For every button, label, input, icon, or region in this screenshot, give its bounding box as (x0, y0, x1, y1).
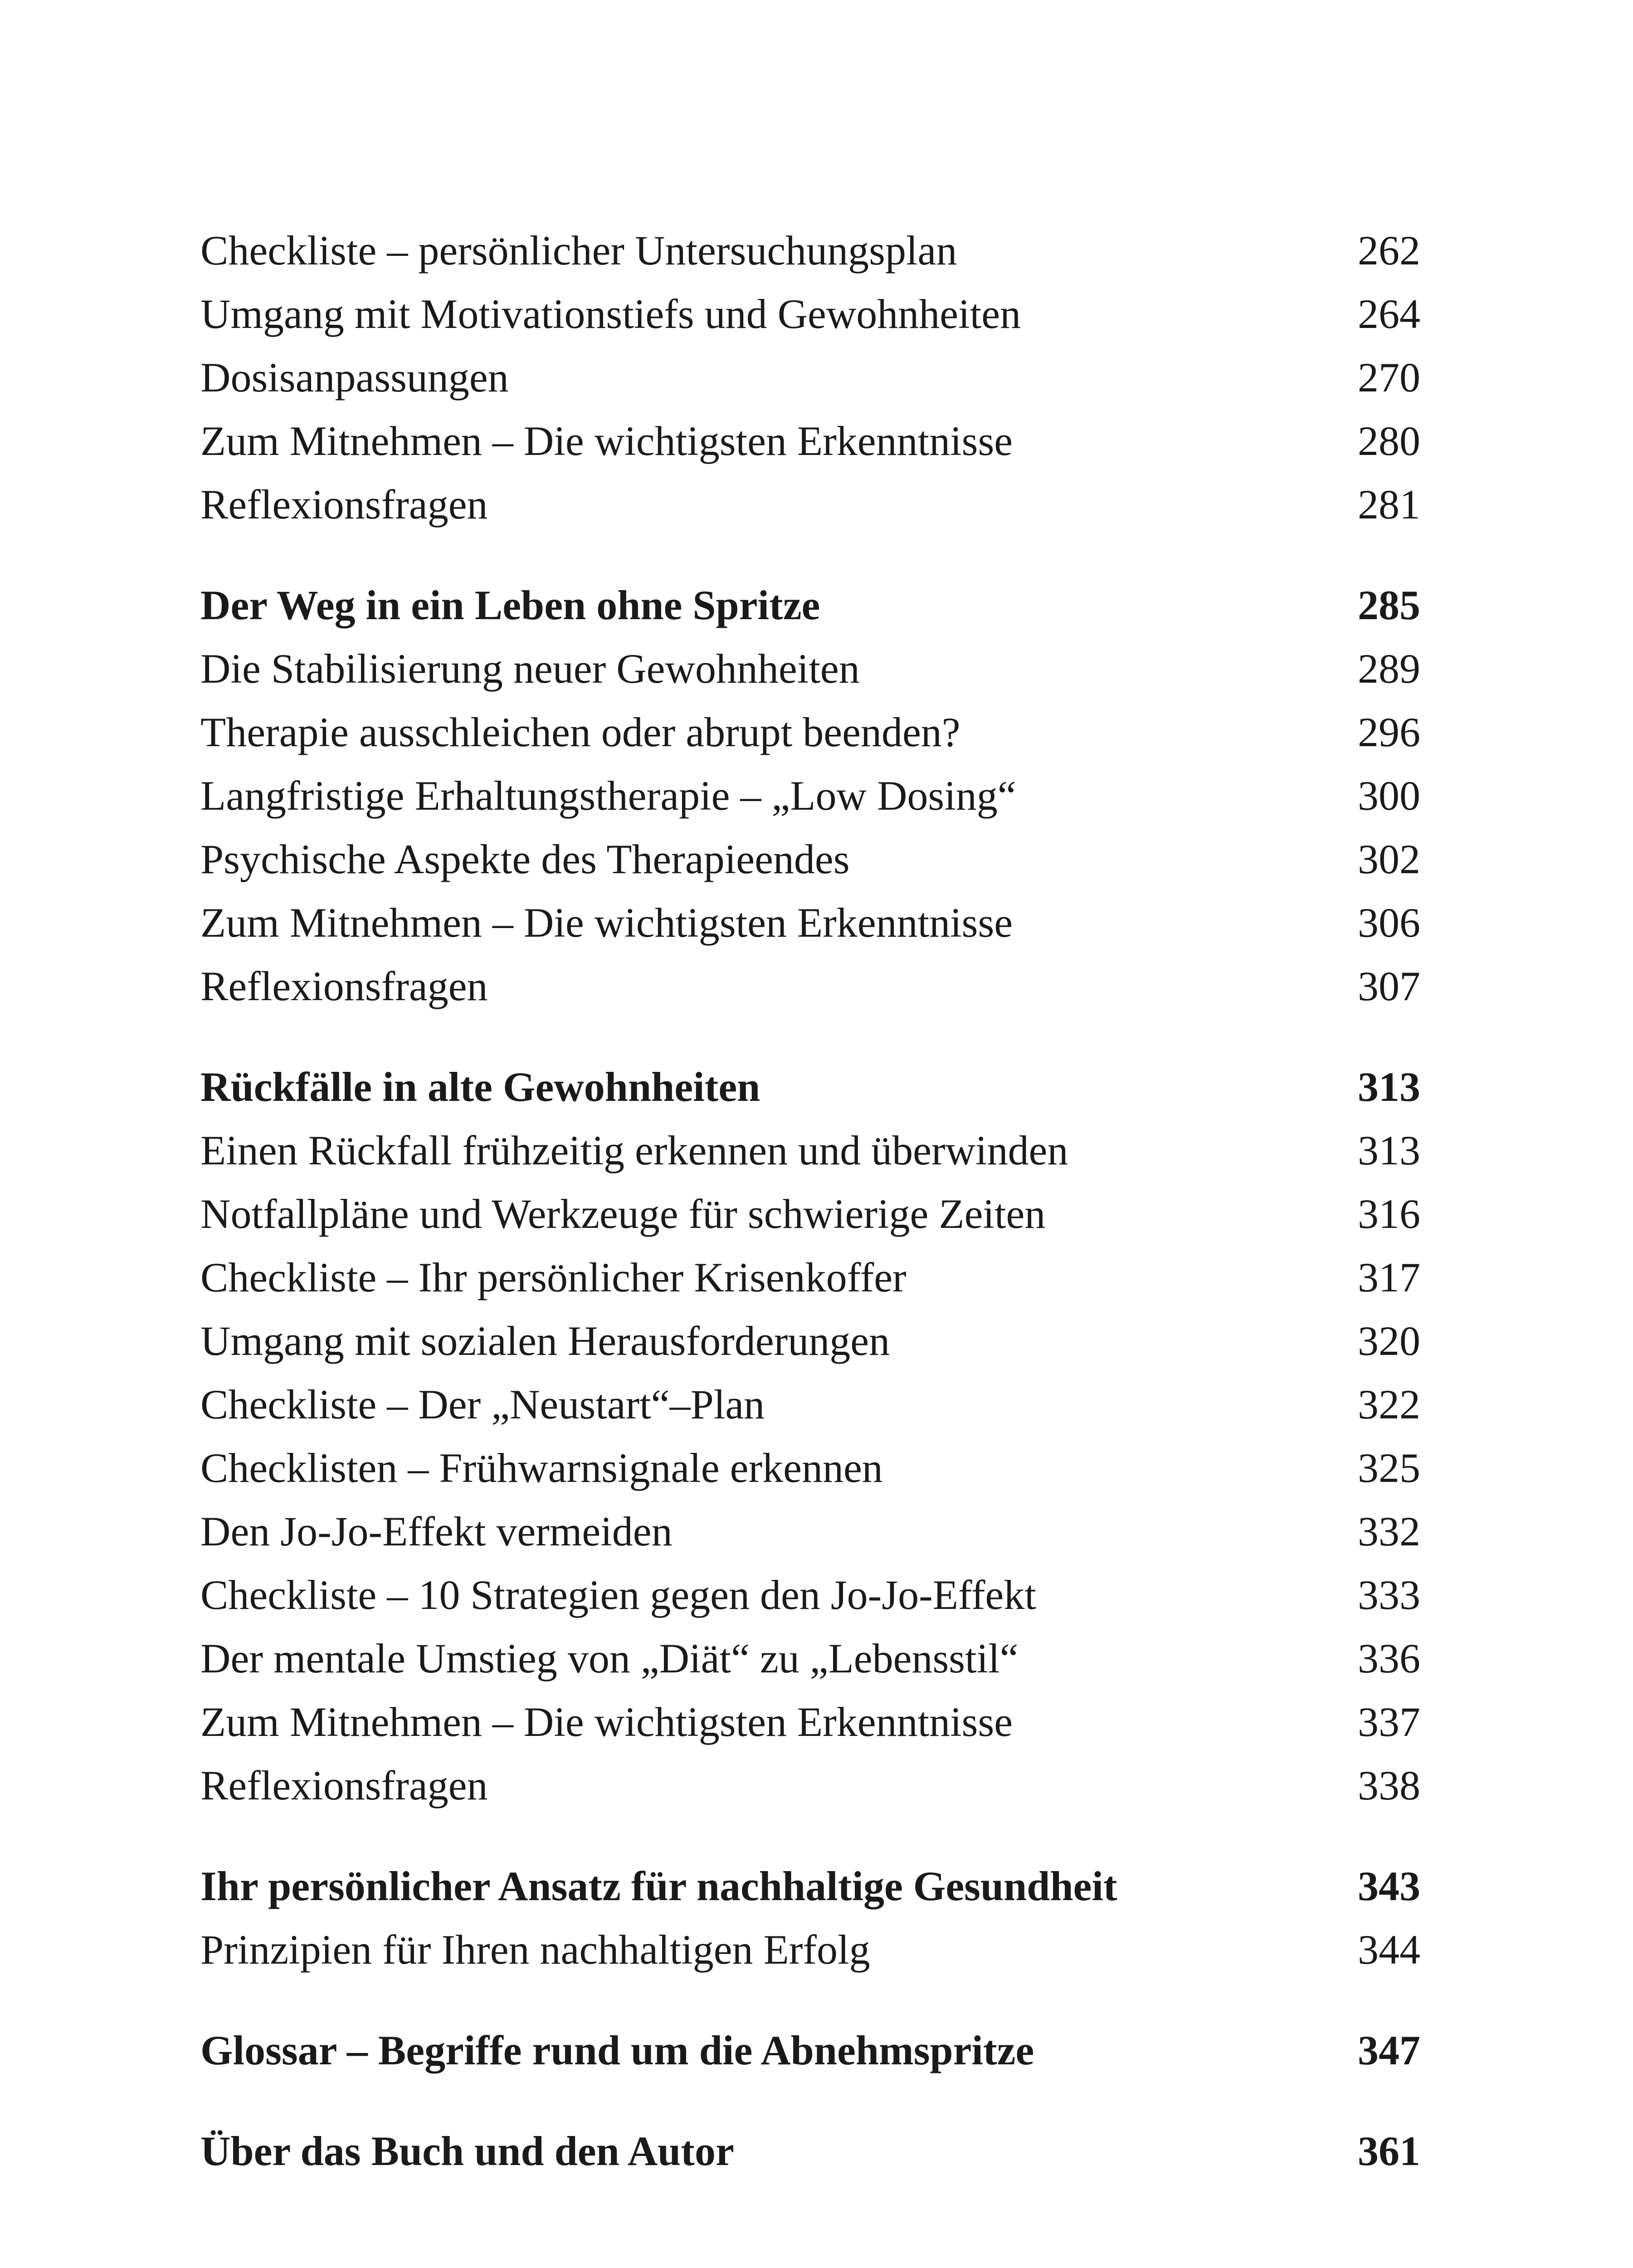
entry-title: Notfallpläne und Werkzeuge für schwierige Zeiten (200, 1191, 1046, 1237)
toc-section (200, 1055, 1420, 1817)
chapter-title: Rückfälle in alte Gewohnheiten (200, 1064, 760, 1110)
entry-title: Einen Rückfall frühzeitig erkennen und überwinden (200, 1127, 1068, 1173)
toc-entry (200, 409, 1420, 473)
entry-page-number: 344 (1358, 1926, 1420, 1973)
entry-page-number: 262 (1358, 227, 1420, 274)
entry-title: Reflexionsfragen (200, 1762, 488, 1809)
entry-page-number: 317 (1358, 1254, 1420, 1300)
entry-title: Checkliste – 10 Strategien gegen den Jo-Jo-Effekt (200, 1572, 1036, 1618)
entry-page-number: 280 (1358, 418, 1420, 464)
toc-chapter-heading (200, 1055, 1420, 1119)
toc-section (200, 2119, 1420, 2183)
toc-entry (200, 1690, 1420, 1754)
toc-entry (200, 1563, 1420, 1627)
toc-entry (200, 891, 1420, 954)
toc-entry (200, 1500, 1420, 1563)
chapter-title: Der Weg in ein Leben ohne Spritze (200, 582, 820, 628)
entry-title: Zum Mitnehmen – Die wichtigsten Erkenntnisse (200, 1699, 1013, 1745)
entry-title: Dosisanpassungen (200, 354, 509, 401)
entry-page-number: 338 (1358, 1762, 1420, 1809)
entry-title: Zum Mitnehmen – Die wichtigsten Erkenntnisse (200, 899, 1013, 946)
entry-title: Reflexionsfragen (200, 963, 488, 1009)
toc-entry (200, 1918, 1420, 1981)
chapter-page-number: 361 (1358, 2128, 1420, 2174)
entry-page-number: 270 (1358, 354, 1420, 401)
table-of-contents (200, 219, 1420, 2220)
toc-entry (200, 282, 1420, 346)
chapter-title: Über das Buch und den Autor (200, 2128, 734, 2174)
toc-entry (200, 1246, 1420, 1309)
entry-page-number: 281 (1358, 481, 1420, 528)
entry-title: Zum Mitnehmen – Die wichtigsten Erkenntnisse (200, 418, 1013, 464)
entry-page-number: 320 (1358, 1318, 1420, 1364)
toc-entry (200, 1309, 1420, 1373)
entry-title: Checkliste – persönlicher Untersuchungsplan (200, 227, 957, 274)
toc-chapter-heading (200, 573, 1420, 637)
toc-chapter-heading (200, 2019, 1420, 2082)
entry-title: Therapie ausschleichen oder abrupt beenden? (200, 709, 960, 755)
toc-entry (200, 1436, 1420, 1500)
chapter-page-number: 343 (1358, 1863, 1420, 1909)
toc-chapter-heading (200, 2119, 1420, 2183)
chapter-page-number: 285 (1358, 582, 1420, 628)
entry-title: Checkliste – Der „Neustart“–Plan (200, 1381, 765, 1427)
toc-entry (200, 1373, 1420, 1436)
entry-page-number: 332 (1358, 1508, 1420, 1554)
toc-chapter-heading (200, 1854, 1420, 1918)
toc-entry (200, 219, 1420, 282)
entry-title: Den Jo-Jo-Effekt vermeiden (200, 1508, 673, 1554)
entry-page-number: 337 (1358, 1699, 1420, 1745)
toc-entry (200, 1627, 1420, 1690)
toc-entry (200, 1754, 1420, 1817)
entry-page-number: 336 (1358, 1635, 1420, 1681)
entry-page-number: 264 (1358, 291, 1420, 337)
toc-entry (200, 764, 1420, 827)
entry-title: Langfristige Erhaltungstherapie – „Low Dosing“ (200, 772, 1016, 819)
chapter-title: Ihr persönlicher Ansatz für nachhaltige Gesundheit (200, 1863, 1117, 1909)
toc-section (200, 219, 1420, 536)
entry-page-number: 316 (1358, 1191, 1420, 1237)
toc-section (200, 573, 1420, 1018)
entry-page-number: 322 (1358, 1381, 1420, 1427)
toc-entry (200, 827, 1420, 891)
entry-page-number: 289 (1358, 645, 1420, 692)
toc-entry (200, 1182, 1420, 1246)
entry-title: Der mentale Umstieg von „Diät“ zu „Lebensstil“ (200, 1635, 1019, 1681)
chapter-page-number: 347 (1358, 2027, 1420, 2073)
chapter-page-number: 313 (1358, 1064, 1420, 1110)
entry-page-number: 325 (1358, 1445, 1420, 1491)
toc-entry (200, 637, 1420, 700)
entry-page-number: 296 (1358, 709, 1420, 755)
entry-title: Umgang mit sozialen Herausforderungen (200, 1318, 890, 1364)
entry-page-number: 307 (1358, 963, 1420, 1009)
toc-section (200, 2019, 1420, 2082)
toc-entry (200, 700, 1420, 764)
toc-entry (200, 954, 1420, 1018)
entry-title: Prinzipien für Ihren nachhaltigen Erfolg (200, 1926, 870, 1973)
entry-title: Checklisten – Frühwarnsignale erkennen (200, 1445, 883, 1491)
entry-page-number: 306 (1358, 899, 1420, 946)
toc-entry (200, 346, 1420, 409)
entry-page-number: 313 (1358, 1127, 1420, 1173)
entry-page-number: 333 (1358, 1572, 1420, 1618)
entry-title: Umgang mit Motivationstiefs und Gewohnheiten (200, 291, 1021, 337)
entry-title: Psychische Aspekte des Therapieendes (200, 836, 850, 882)
chapter-title: Glossar – Begriffe rund um die Abnehmspritze (200, 2027, 1034, 2073)
toc-entry (200, 473, 1420, 536)
entry-title: Checkliste – Ihr persönlicher Krisenkoffer (200, 1254, 907, 1300)
entry-page-number: 300 (1358, 772, 1420, 819)
entry-title: Die Stabilisierung neuer Gewohnheiten (200, 645, 860, 692)
entry-page-number: 302 (1358, 836, 1420, 882)
entry-title: Reflexionsfragen (200, 481, 488, 528)
toc-entry (200, 1119, 1420, 1182)
toc-section (200, 1854, 1420, 1981)
